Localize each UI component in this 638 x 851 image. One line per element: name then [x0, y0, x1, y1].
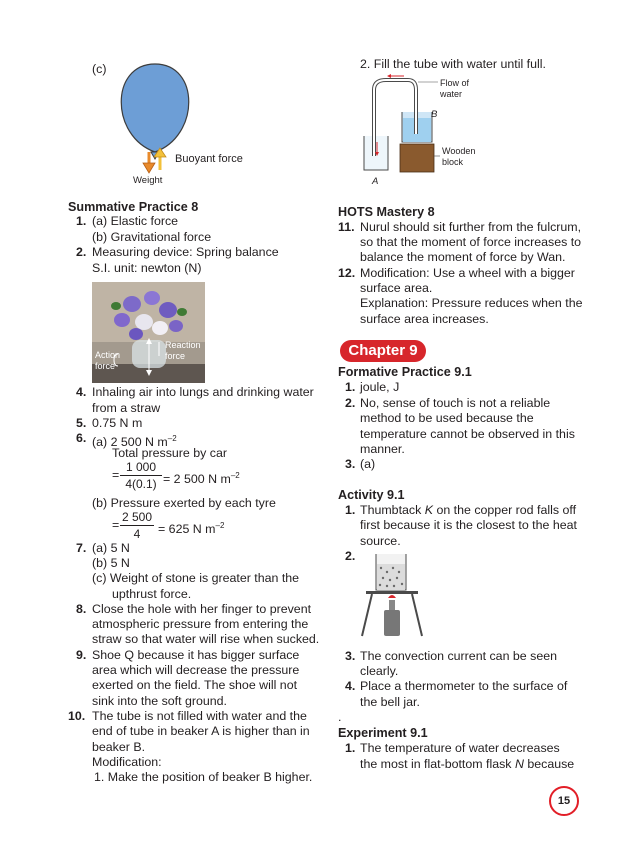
q12-line1: Modification: Use a wheel with a bigger: [360, 266, 575, 280]
q10-line1: The tube is not filled with water and the: [92, 709, 307, 723]
q8-line2: atmospheric pressure from entering the: [92, 617, 309, 631]
a4-number: 4.: [345, 679, 356, 693]
a3-line1: The convection current can be seen: [360, 649, 557, 663]
q8-line1: Close the hole with her finger to prevent: [92, 602, 312, 616]
q10-number: 10.: [68, 709, 86, 723]
q11-line2: so that the moment of force increases to: [360, 235, 582, 249]
q9-line1: Shoe Q because it has bigger surface: [92, 648, 300, 662]
experiment-title: Experiment 9.1: [338, 726, 428, 740]
f2-line2: method to be used because the: [360, 411, 534, 425]
a1-line3: source.: [360, 534, 401, 548]
q11-number: 11.: [338, 220, 355, 234]
a3-line2: clearly.: [360, 664, 399, 678]
wooden-block-label: Wooden block: [442, 146, 476, 167]
a3-number: 3.: [345, 649, 356, 663]
q1-a: (a) Elastic force: [92, 214, 179, 228]
weight-label: Weight: [133, 175, 163, 186]
q6-equals-1: =: [112, 468, 120, 482]
f1-number: 1.: [345, 380, 356, 394]
q11-line1: Nurul should sit further from the fulcrum,: [360, 220, 582, 234]
q5-answer: 0.75 N m: [92, 416, 143, 430]
q9-line2: area which will decrease the pressure: [92, 663, 300, 677]
e1-line2: the most in flat-bottom flask N because: [360, 757, 575, 771]
q9-line4: sink into the soft ground.: [92, 694, 228, 708]
q2-b: S.I. unit: newton (N): [92, 261, 202, 275]
f3-answer: (a): [360, 457, 376, 471]
q6-equals-2: =: [112, 518, 120, 532]
q6-number: 6.: [76, 431, 87, 445]
a1-line2: first because it is the closest to the heat: [360, 518, 577, 532]
formative-title: Formative Practice 9.1: [338, 365, 472, 379]
page-number: 15: [549, 786, 579, 816]
a1-line1: Thumbtack K on the copper rod falls off: [360, 503, 577, 517]
q11-line3: balance the moment of force by Wan.: [360, 250, 566, 264]
q12-line2: surface area.: [360, 281, 433, 295]
buoyant-force-label: Buoyant force: [175, 153, 243, 165]
f2-number: 2.: [345, 396, 356, 410]
f1-answer: joule, J: [360, 380, 400, 394]
f2-line4: manner.: [360, 442, 405, 456]
q8-line3: straw so that water will rise when sucked.: [92, 632, 320, 646]
reaction-force-label: Reaction force: [165, 340, 201, 361]
stray-dot: .: [338, 710, 342, 724]
q10-line2: end of tube in beaker A is higher than in: [92, 724, 310, 738]
figure-label-c: (c): [92, 62, 107, 76]
chapter-badge: Chapter 9: [340, 340, 426, 362]
beaker-b-label: B: [431, 109, 438, 120]
q6-total-label: Total pressure by car: [112, 446, 228, 460]
beaker-a-label: A: [372, 176, 379, 187]
q4-line2: from a straw: [92, 401, 161, 415]
q6-a: (a) 2 500 N $m^{-2}$: [92, 434, 177, 449]
q12-line3: Explanation: Pressure reduces when the: [360, 296, 583, 310]
f2-line1: No, sense of touch is not a reliable: [360, 396, 551, 410]
q10-line5: 1. Make the position of beaker B higher.: [94, 770, 313, 784]
e1-number: 1.: [345, 741, 356, 755]
a4-line1: Place a thermometer to the surface of: [360, 679, 568, 693]
q9-line3: exerted on the field. The shoe will not: [92, 678, 298, 692]
q1-b: (b) Gravitational force: [92, 230, 212, 244]
step-2: 2. Fill the tube with water until full.: [360, 57, 546, 71]
hots-title: HOTS Mastery 8: [338, 205, 435, 219]
q6-b: (b) Pressure exerted by each tyre: [92, 496, 276, 510]
q7-c2: upthrust force.: [112, 587, 192, 601]
q7-a: (a) 5 N: [92, 541, 130, 555]
q12-number: 12.: [338, 266, 356, 280]
q4-number: 4.: [76, 385, 87, 399]
a2-number: 2.: [345, 549, 356, 563]
q6-result-1: = 2 500 N $m^{-2}$: [163, 471, 240, 486]
q6-fraction-2: 2 500 4: [121, 510, 153, 541]
q10-line3: beaker B.: [92, 740, 146, 754]
summative-title: Summative Practice 8: [68, 200, 199, 214]
q9-number: 9.: [76, 648, 87, 662]
balloon-diagram: [100, 56, 260, 196]
q12-line4: surface area increases.: [360, 312, 489, 326]
q2-number: 2.: [76, 245, 87, 259]
q2-a: Measuring device: Spring balance: [92, 245, 279, 259]
a1-number: 1.: [345, 503, 356, 517]
a4-line2: the bell jar.: [360, 695, 420, 709]
beaker-tripod-diagram: [358, 550, 428, 640]
q6-fraction-1: 1 000 4(0.1): [120, 460, 162, 491]
q7-number: 7.: [76, 541, 87, 555]
activity-title: Activity 9.1: [338, 488, 405, 502]
e1-line1: The temperature of water decreases: [360, 741, 560, 755]
q7-b: (b) 5 N: [92, 556, 130, 570]
q5-number: 5.: [76, 416, 87, 430]
f2-line3: temperature cannot be observed in this: [360, 427, 575, 441]
q6-result-2: = 625 N $m^{-2}$: [158, 521, 225, 536]
q8-number: 8.: [76, 602, 87, 616]
flow-of-water-label: Flow of water: [440, 78, 470, 99]
q4-line1: Inhaling air into lungs and drinking water: [92, 385, 314, 399]
f3-number: 3.: [345, 457, 356, 471]
siphon-diagram: [360, 72, 450, 176]
q7-c1: (c) Weight of stone is greater than the: [92, 571, 300, 585]
q1-number: 1.: [76, 214, 87, 228]
q10-line4: Modification:: [92, 755, 162, 769]
action-force-label: Action force: [95, 350, 121, 371]
